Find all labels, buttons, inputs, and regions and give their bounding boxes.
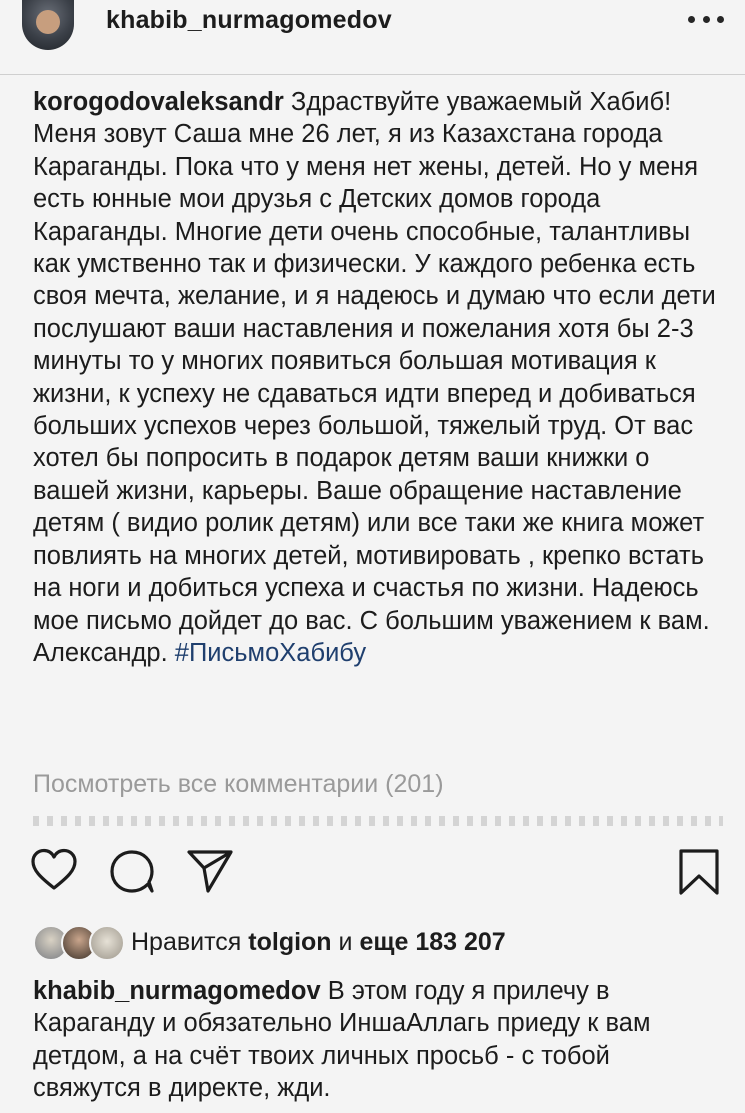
- caption-author[interactable]: khabib_nurmagomedov: [33, 977, 321, 1005]
- post-header: [0, 0, 745, 75]
- more-dot: [703, 16, 710, 23]
- action-bar: [0, 840, 745, 900]
- view-all-comments-link[interactable]: Посмотреть все комментарии (201): [33, 770, 444, 798]
- profile-avatar[interactable]: [22, 0, 74, 50]
- caption: [33, 975, 723, 1105]
- liker-avatars: [33, 924, 125, 960]
- comment-hashtag[interactable]: #ПисьмоХабибу: [174, 638, 367, 667]
- more-dot: [717, 16, 724, 23]
- comment-icon[interactable]: [108, 848, 156, 894]
- avatar: [89, 925, 125, 961]
- comment-text: Здраствуйте уважаемый Хабиб! Меня зовут Саша мне 26 лет, я из Казахстана города Караганды. Пока что у меня нет жены, детей. Но у меня есть юнные мои друзья с Детских домов города Караганды. Многие дети очень способные, талантливы как умственно так и физически. У каждого ребенка есть своя мечта, желание, и я надеюсь и думаю что если дети послушают ваши наставления и пожелания хотя бы 2-3 минуты то у многих появиться большая мотивация к жизни, к успеху не сдаваться идти вперед и добиваться больших успехов через большой, тяжелый труд. От вас хотел бы попросить в подарок детям ваши книжки о вашей жизни, карьеры. Ваше обращение наставление детям ( видио ролик детям) или все таки же книга может повлиять на многих детей, мотивировать , крепко встать на ноги и добиться успеха и счастья по жизни. Надеюсь мое письмо дойдет до вас. С большим уважением к вам. Александр.: [33, 88, 716, 667]
- bookmark-icon[interactable]: [678, 848, 720, 896]
- likes-row[interactable]: [33, 922, 506, 962]
- heart-icon[interactable]: [30, 848, 78, 892]
- comment: [33, 86, 723, 669]
- comment-author[interactable]: korogodovaleksandr: [33, 88, 284, 116]
- send-icon[interactable]: [186, 848, 234, 894]
- header-username[interactable]: khabib_nurmagomedov: [106, 6, 392, 34]
- likes-others[interactable]: еще 183 207: [359, 927, 506, 956]
- more-dot: [688, 16, 695, 23]
- likes-prefix: Нравится: [131, 927, 242, 956]
- more-icon[interactable]: [688, 14, 724, 24]
- likes-connector: и: [338, 927, 353, 956]
- likes-user[interactable]: tolgion: [248, 927, 332, 956]
- caption-text: В этом году я прилечу в Караганду и обязательно ИншаАллагь приеду к вам детдом, а на счёт твоих личных просьб - с тобой свяжутся в директе, жди.: [33, 977, 651, 1103]
- truncated-comment-row: [33, 816, 723, 826]
